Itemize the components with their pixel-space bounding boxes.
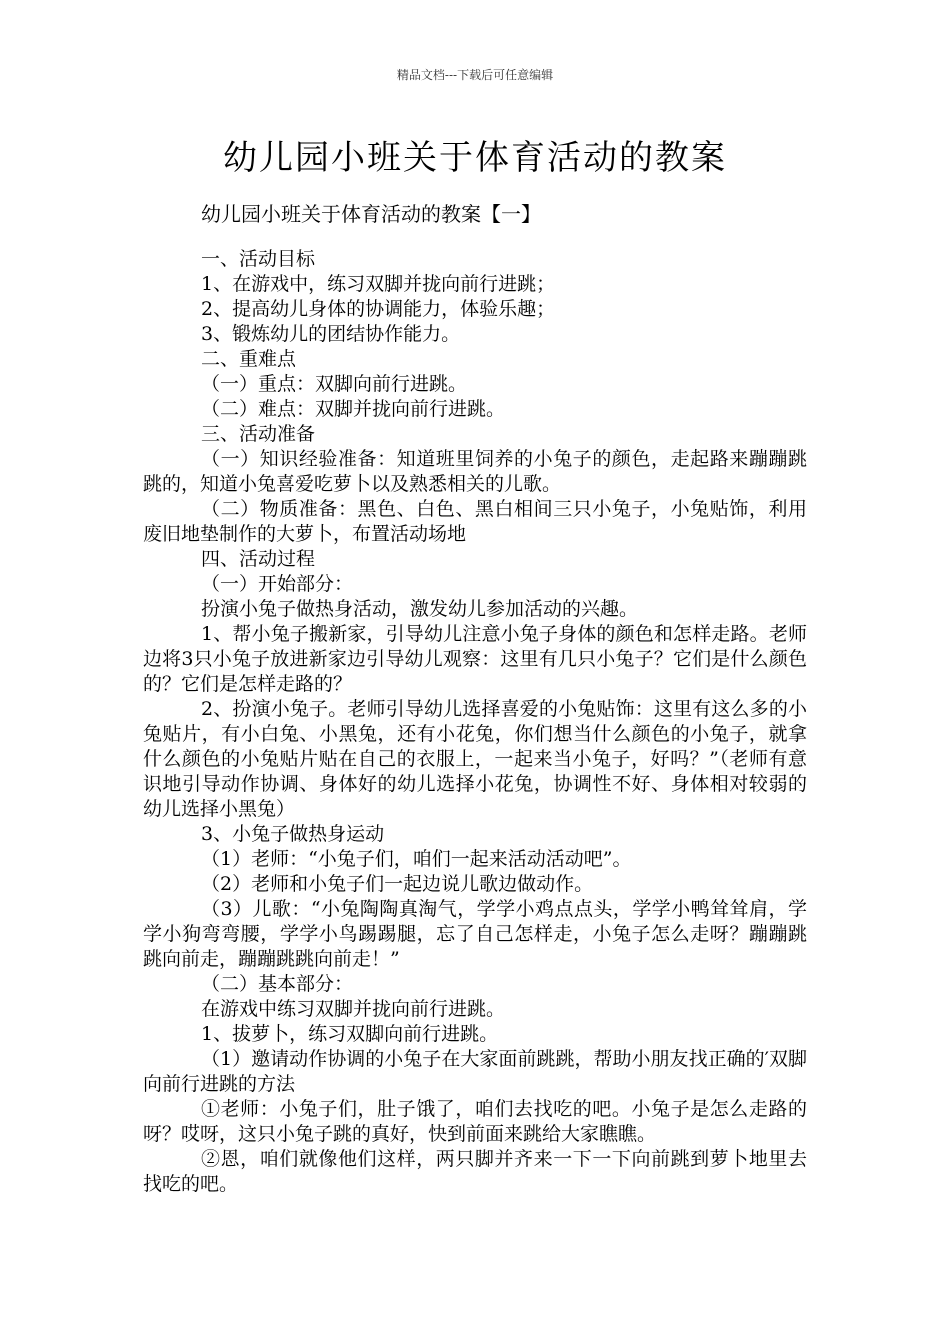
section-subtitle: 幼儿园小班关于体育活动的教案【一】 [201, 202, 541, 226]
paragraph: 四、活动过程 [201, 548, 316, 570]
paragraph: 在游戏中练习双脚并拢向前行进跳。 [201, 998, 506, 1020]
paragraph: （3）儿歌：“小兔陶陶真淘气，学学小鸡点点头，学学小鸭耸耸肩，学学小狗弯弯腰，学学小鸟踢踢腿，忘了自己怎样走，小兔子怎么走呀？蹦蹦跳跳向前走，蹦蹦跳跳向前走！” [143, 898, 807, 970]
paragraph: 2、扮演小兔子。老师引导幼儿选择喜爱的小兔贴饰：这里有这么多的小兔贴片，有小白兔、小黑兔，还有小花兔，你们想当什么颜色的小兔子，就拿什么颜色的小兔贴片贴在自己的衣服上，一起来当小兔子，好吗？”（老师有意识地引导动作协调、身体好的幼儿选择小花兔，协调性不好、身体相对较弱的幼儿选择小黑兔） [143, 698, 807, 820]
paragraph: （二）基本部分： [201, 973, 354, 995]
paragraph: （一）重点：双脚向前行进跳。 [201, 373, 468, 395]
document-title: 幼儿园小班关于体育活动的教案 [223, 138, 727, 178]
paragraph: 1、在游戏中，练习双脚并拢向前行进跳； [201, 273, 556, 295]
paragraph: 2、提高幼儿身体的协调能力，体验乐趣； [201, 298, 556, 320]
paragraph: 二、重难点 [201, 348, 297, 370]
paragraph: 三、活动准备 [201, 423, 316, 445]
paragraph: 一、活动目标 [201, 248, 316, 270]
paragraph: （一）开始部分： [201, 573, 354, 595]
paragraph: 扮演小兔子做热身活动，激发幼儿参加活动的兴趣。 [201, 598, 639, 620]
page-header: 精品文档---下载后可任意编辑 [396, 68, 554, 82]
paragraph: 3、锻炼幼儿的团结协作能力。 [201, 323, 461, 345]
paragraph: （2）老师和小兔子们一起边说儿歌边做动作。 [201, 873, 594, 895]
paragraph: （1）老师：“小兔子们，咱们一起来活动活动吧”。 [201, 848, 632, 870]
paragraph: 3、小兔子做热身运动 [201, 823, 385, 845]
paragraph: ①老师：小兔子们，肚子饿了，咱们去找吃的吧。小兔子是怎么走路的呀？哎呀，这只小兔子跳的真好，快到前面来跳给大家瞧瞧。 [143, 1098, 807, 1145]
paragraph: （1）邀请动作协调的小兔子在大家面前跳跳，帮助小朋友找正确的′双脚向前行进跳的方法 [143, 1048, 807, 1095]
paragraph: 1、帮小兔子搬新家，引导幼儿注意小兔子身体的颜色和怎样走路。老师边将3只小兔子放进新家边引导幼儿观察：这里有几只小兔子？它们是什么颜色的？它们是怎样走路的？ [143, 623, 807, 695]
paragraph: ②恩，咱们就像他们这样，两只脚并齐来一下一下向前跳到萝卜地里去找吃的吧。 [143, 1148, 807, 1195]
paragraph: （二）难点：双脚并拢向前行进跳。 [201, 398, 506, 420]
paragraph: （二）物质准备：黑色、白色、黑白相间三只小兔子，小兔贴饰，利用废旧地垫制作的大萝卜，布置活动场地 [143, 498, 807, 545]
paragraph: 1、拔萝卜，练习双脚向前行进跳。 [201, 1023, 499, 1045]
paragraph: （一）知识经验准备：知道班里饲养的小兔子的颜色，走起路来蹦蹦跳跳的，知道小兔喜爱吃萝卜以及熟悉相关的儿歌。 [143, 448, 807, 495]
document-body [143, 247, 807, 1197]
